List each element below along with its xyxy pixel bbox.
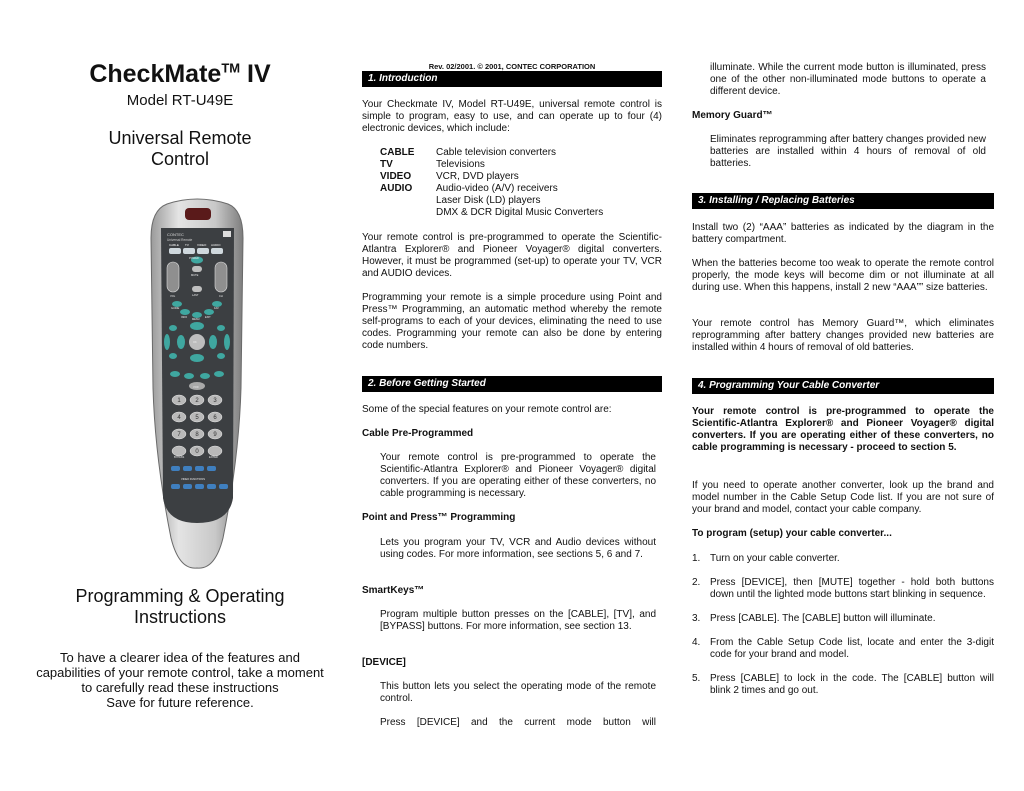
section-1-title: 1. Introduction xyxy=(362,71,662,87)
feature-text-cable: Your remote control is pre-programmed to operate the Scientific-Atlantra Explorer® and Pioneer Voyager® digital converters. If you are operating either of these converters, no cable programming is necessary. xyxy=(380,452,656,499)
svg-text:BYPASS: BYPASS xyxy=(174,456,185,459)
svg-text:AUDIO: AUDIO xyxy=(211,243,221,247)
svg-text:9: 9 xyxy=(213,432,217,438)
trademark-mark: TM xyxy=(221,60,241,76)
svg-text:VOD: VOD xyxy=(193,386,199,389)
svg-text:VIDEO: VIDEO xyxy=(197,243,207,247)
svg-text:MUTE: MUTE xyxy=(191,274,199,277)
model-number: Model RT-U49E xyxy=(126,92,234,109)
svg-text:5: 5 xyxy=(195,415,199,421)
list-item: CABLE Cable television converters xyxy=(380,147,557,158)
feature-title-device: [DEVICE] xyxy=(362,657,406,668)
svg-text:6: 6 xyxy=(213,415,217,421)
feature-title-smartkeys: SmartKeys™ xyxy=(362,585,425,596)
list-item: TV Televisions xyxy=(380,159,485,170)
feature-text-smartkeys: Program multiple button presses on the [CABLE], [TV], and [BYPASS] buttons. For more information, see section 13. xyxy=(380,609,656,632)
list-item: 1. Turn on your cable converter. xyxy=(692,553,840,564)
svg-text:8: 8 xyxy=(195,432,199,438)
svg-text:INFO: INFO xyxy=(181,316,188,319)
cable-program-steps xyxy=(692,553,994,697)
list-item: VIDEO VCR, DVD players xyxy=(380,171,519,182)
device-list xyxy=(380,147,680,219)
svg-text:POWER: POWER xyxy=(189,257,199,260)
point-press-paragraph: Programming your remote is a simple procedure using Point and Press™ Programming, an automatic method whereby the remote self-programs to each of your devices, eliminating the need to use codes. Programming your remote can also be done by entering code numbers. xyxy=(362,292,662,351)
cable-program-heading: To program (setup) your cable converter... xyxy=(692,528,892,539)
feature-text-device: This button lets you select the operating mode of the remote control. xyxy=(380,681,656,704)
device-continued-text: illuminate. While the current mode button is illuminated, press one of the other non-illuminated mode buttons to operate a different device. xyxy=(710,62,986,97)
list-item: Laser Disk (LD) players xyxy=(436,195,541,206)
read-instructions-note: To have a clearer idea of the features and capabilities of your remote control, take a moment to carefully read these instructions Save for future reference. xyxy=(36,650,324,710)
svg-text:CH: CH xyxy=(219,295,223,298)
memory-guard-title: Memory Guard™ xyxy=(692,110,773,121)
list-item: DMX & DCR Digital Music Converters xyxy=(436,207,604,218)
svg-text:7: 7 xyxy=(177,432,181,438)
cable-preprogrammed-text: Your remote control is pre-programmed to operate the Scientific-Atlantra Explorer® and Pioneer Voyager® digital converters. If you are operating either of these converters, no cable programming is necessary - proceed to section 5. xyxy=(692,406,994,453)
section-4-title: 4. Programming Your Cable Converter xyxy=(692,378,994,394)
list-item: 5. Press [CABLE] to lock in the code. The [CABLE] button will blink 2 times and go out. xyxy=(692,673,994,696)
list-item: 2. Press [DEVICE], then [MUTE] together - hold both buttons down until the lighted mode buttons start blinking in sequence. xyxy=(692,577,994,600)
cable-other-converter-text: If you need to operate another converter, look up the brand and model number in the Cable Setup Code list. If you are not sure of your brand and model, contact your cable company. xyxy=(692,480,994,515)
svg-text:VIDEO FUNCTIONS: VIDEO FUNCTIONS xyxy=(181,478,205,481)
product-description: Universal Remote Control xyxy=(108,128,252,169)
features-intro: Some of the special features on your remote control are: xyxy=(362,404,612,415)
intro-paragraph: Your Checkmate IV, Model RT-U49E, universal remote control is simple to program, easy to use, and can operate up to four (4) electronic devices, which include: xyxy=(362,99,662,134)
revision-line: Rev. 02/2001. © 2001, CONTEC CORPORATION xyxy=(428,62,596,71)
section-2-title: 2. Before Getting Started xyxy=(362,376,662,392)
feature-title-point-press: Point and Press™ Programming xyxy=(362,512,516,523)
list-item: AUDIO Audio-video (A/V) receivers xyxy=(380,183,558,194)
svg-text:VOL: VOL xyxy=(170,295,176,298)
svg-text:GUIDE: GUIDE xyxy=(171,307,180,310)
memory-guard-text: Eliminates reprogramming after battery changes provided new batteries are installed within 4 hours of removal of old batteries. xyxy=(710,134,986,169)
list-item: 4. From the Cable Setup Code list, locate and enter the 3-digit code for your brand and model. xyxy=(692,637,994,660)
svg-text:0: 0 xyxy=(195,449,199,455)
svg-text:OK: OK xyxy=(193,341,197,344)
svg-text:1: 1 xyxy=(177,398,181,404)
section-3-title: 3. Installing / Replacing Batteries xyxy=(692,193,994,209)
svg-text:4: 4 xyxy=(177,415,181,421)
feature-title-cable: Cable Pre-Programmed xyxy=(362,428,474,439)
remote-subtitle-label: Universal Remote xyxy=(167,238,193,242)
svg-text:FAV: FAV xyxy=(214,307,219,310)
svg-text:3: 3 xyxy=(213,398,217,404)
svg-text:MENU: MENU xyxy=(192,318,200,321)
svg-text:2: 2 xyxy=(195,398,199,404)
memory-guard-note: Your remote control has Memory Guard™, which eliminates reprogramming after battery changes provided new batteries are installed within 4 hours of removal of old batteries. xyxy=(692,318,994,353)
battery-weak-text: When the batteries become too weak to operate the remote control properly, the mode keys will become dim or not illuminate at all during use. When this happens, install 2 new “AAA”” size batteries. xyxy=(692,258,994,293)
remote-control-image xyxy=(145,198,250,570)
product-title: CheckMate™ IV xyxy=(89,60,271,88)
svg-text:TV: TV xyxy=(185,243,189,247)
remote-brand-label: CONTEC xyxy=(167,232,184,237)
feature-text-device-2: Press [DEVICE] and the current mode button will xyxy=(380,717,656,728)
svg-text:CABLE: CABLE xyxy=(169,243,179,247)
feature-text-point-press: Lets you program your TV, VCR and Audio devices without using codes. For more information, see sections 5, 6 and 7. xyxy=(380,537,656,560)
svg-text:LAST: LAST xyxy=(192,294,199,297)
instructions-heading: Programming & Operating Instructions xyxy=(75,586,285,627)
battery-install-text: Install two (2) “AAA” batteries as indicated by the diagram in the battery compartment. xyxy=(692,222,994,245)
svg-text:ENTER: ENTER xyxy=(209,456,218,459)
list-item: 3. Press [CABLE]. The [CABLE] button will illuminate. xyxy=(692,613,936,624)
svg-text:EXIT: EXIT xyxy=(205,316,211,319)
preprogrammed-paragraph: Your remote control is pre-programmed to operate the Scientific-Atlantra Explorer® and Pioneer Voyager® digital converters. However, it must be programmed (set-up) to operate your TV, VCR and AUDIO devices. xyxy=(362,232,662,279)
